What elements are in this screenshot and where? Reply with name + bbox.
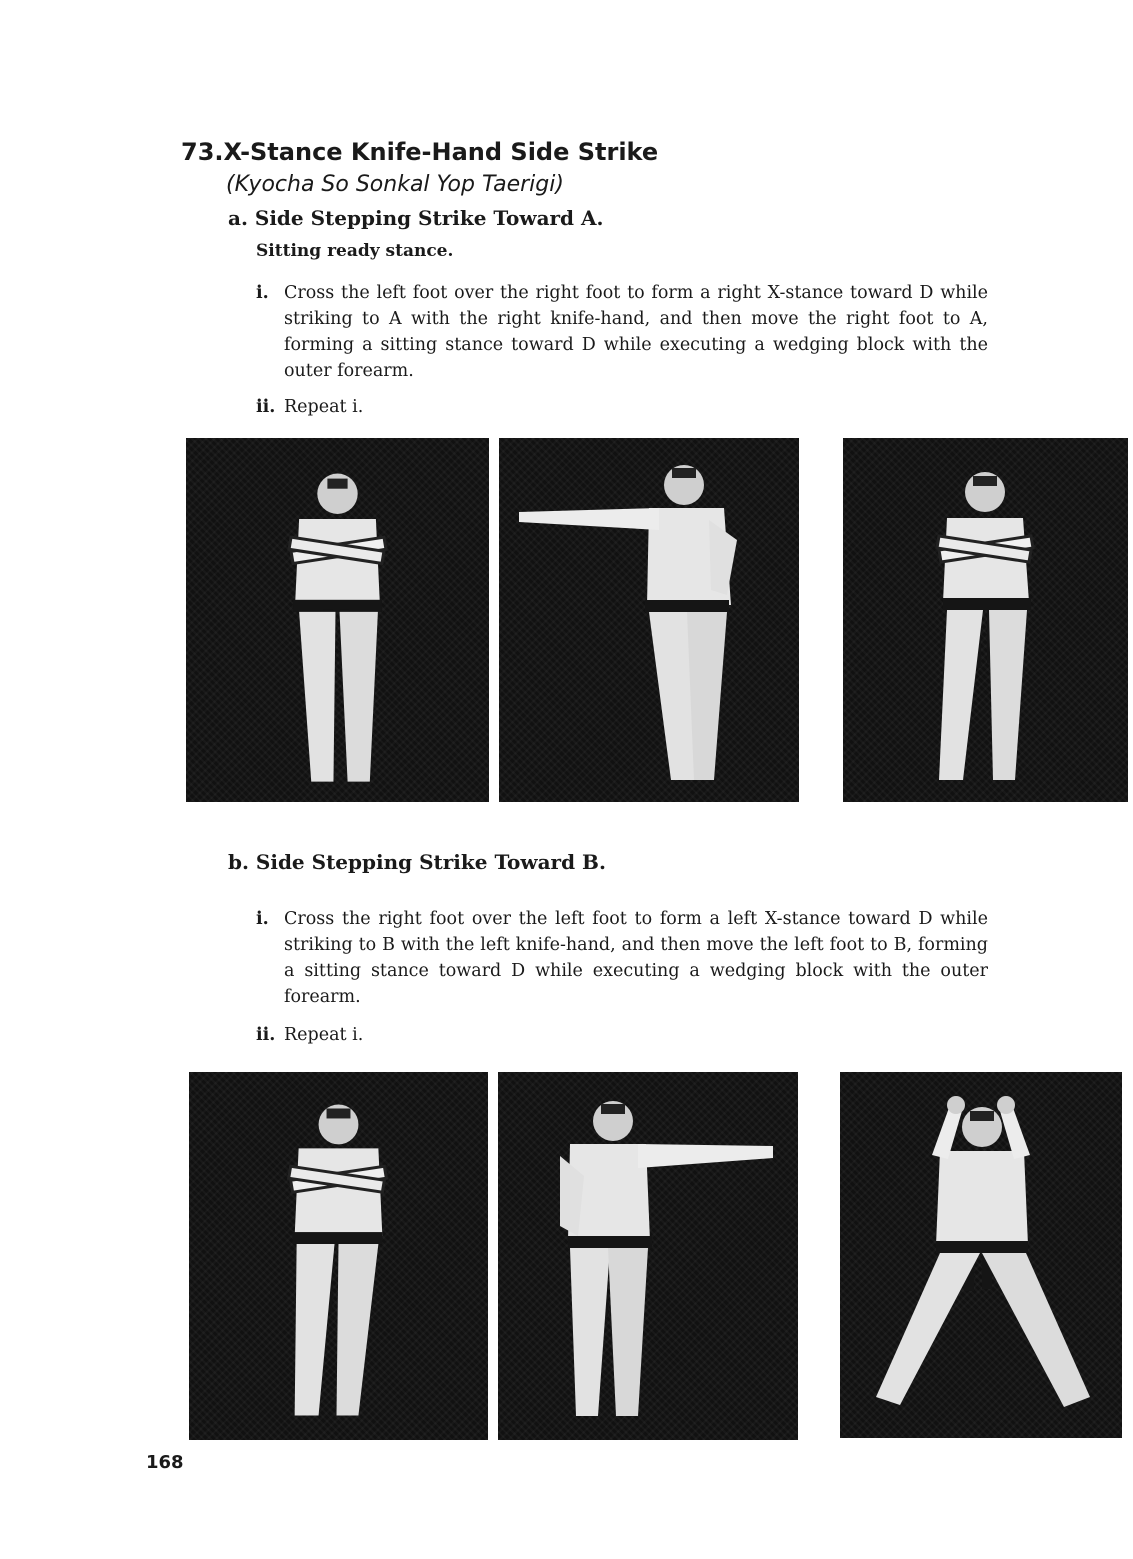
page-number: 168 (146, 1452, 184, 1473)
ready-stance-note: Sitting ready stance. (256, 241, 454, 261)
step-number: i. (256, 283, 269, 303)
step-text: Cross the right foot over the left foot to form a left X-stance toward D while striking to B with the left knife-hand, and then move the left foot to B, forming a sitting stance toward D while executing a wedging block with the outer forearm. (284, 909, 988, 1007)
figure-crossed-arms-icon (189, 1072, 488, 1440)
step-number: ii. (256, 1025, 276, 1045)
section-a-title: a. Side Stepping Strike Toward A. (228, 206, 604, 230)
section-b-step-2 (256, 1022, 988, 1048)
step-text: Repeat i. (284, 397, 364, 417)
photo-a-2 (499, 438, 799, 802)
figure-knife-hand-strike-icon (499, 438, 799, 802)
step-number: i. (256, 909, 269, 929)
section-b-title: b. Side Stepping Strike Toward B. (228, 850, 606, 874)
step-number: ii. (256, 397, 276, 417)
section-b-step-1 (256, 906, 988, 1010)
technique-korean-name: (Kyocha So Sonkal Yop Taerigi) (226, 172, 564, 197)
figure-crossed-arms-icon (843, 438, 1128, 802)
section-a-step-2 (256, 394, 988, 420)
figure-sitting-stance-block-icon (840, 1072, 1122, 1438)
photo-a-3 (843, 438, 1128, 802)
photo-b-3 (840, 1072, 1122, 1438)
photo-b-2 (498, 1072, 798, 1440)
figure-crossed-arms-icon (186, 438, 489, 802)
photo-a-1 (186, 438, 489, 802)
figure-knife-hand-strike-icon (498, 1072, 798, 1440)
section-a-step-1 (256, 280, 988, 384)
step-text: Repeat i. (284, 1025, 364, 1045)
technique-title: 73.X-Stance Knife-Hand Side Strike (181, 138, 659, 166)
step-text: Cross the left foot over the right foot to form a right X-stance toward D while striking to A with the right knife-hand, and then move the right foot to A, forming a sitting stance toward D while executing a wedging block with the outer forearm. (284, 283, 988, 381)
photo-b-1 (189, 1072, 488, 1440)
